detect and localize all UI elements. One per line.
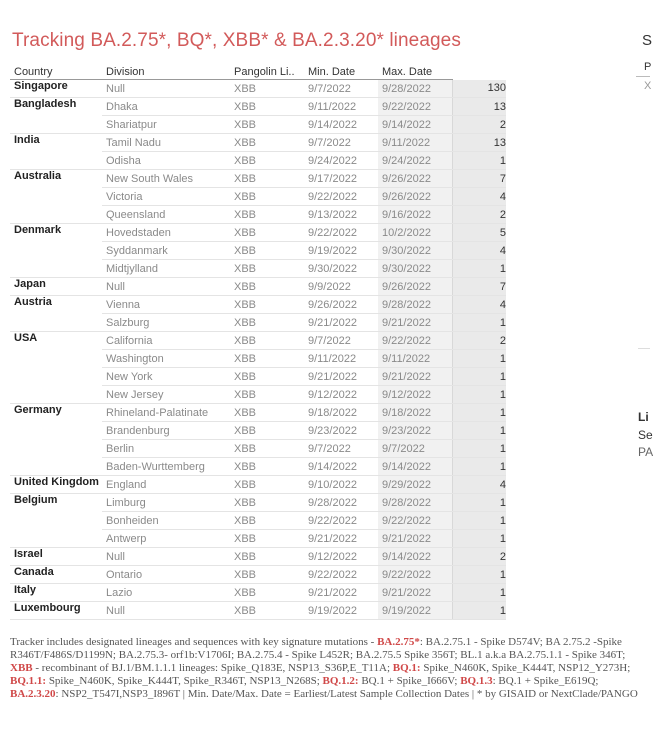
min-date-cell: 9/12/2022	[304, 548, 378, 566]
lineage-cell: XBB	[230, 314, 304, 332]
division-cell: California	[102, 332, 230, 350]
division-cell: Lazio	[102, 584, 230, 602]
lineage-cell: XBB	[230, 116, 304, 134]
lineage-cell: XBB	[230, 548, 304, 566]
min-date-cell: 9/12/2022	[304, 386, 378, 404]
lineage-cell: XBB	[230, 296, 304, 314]
division-cell: Syddanmark	[102, 242, 230, 260]
min-date-cell: 9/7/2022	[304, 134, 378, 152]
footnote-text: : BQ.1 + Spike_E619Q;	[492, 675, 599, 687]
division-cell: Null	[102, 80, 230, 98]
lineage-cell: XBB	[230, 206, 304, 224]
lineage-cell: XBB	[230, 368, 304, 386]
max-date-cell: 9/19/2022	[378, 602, 452, 620]
country-cell: Australia	[10, 170, 102, 224]
count-cell: 7	[452, 278, 506, 296]
count-cell: 2	[452, 116, 506, 134]
min-date-cell: 9/22/2022	[304, 566, 378, 584]
lineage-cell: XBB	[230, 458, 304, 476]
table-row[interactable]	[10, 332, 506, 350]
country-cell: Bangladesh	[10, 98, 102, 134]
division-cell: Null	[102, 548, 230, 566]
column-header-min-date[interactable]: Min. Date	[304, 64, 378, 80]
min-date-cell: 9/21/2022	[304, 584, 378, 602]
count-cell: 1	[452, 458, 506, 476]
country-cell: Austria	[10, 296, 102, 332]
division-cell: New Jersey	[102, 386, 230, 404]
lineage-cell: XBB	[230, 152, 304, 170]
max-date-cell: 9/7/2022	[378, 440, 452, 458]
column-header-count	[452, 64, 506, 80]
footnote-lineage-label: BQ.1.3	[460, 675, 493, 687]
count-cell: 13	[452, 134, 506, 152]
min-date-cell: 9/19/2022	[304, 242, 378, 260]
lineage-cell: XBB	[230, 512, 304, 530]
division-cell: Shariatpur	[102, 116, 230, 134]
min-date-cell: 9/7/2022	[304, 80, 378, 98]
footnote-text: Spike_N460K, Spike_K444T, Spike_R346T, NSP13_N268S;	[46, 675, 323, 687]
min-date-cell: 9/26/2022	[304, 296, 378, 314]
cut-off-section-title: Li	[638, 410, 649, 424]
division-cell: Dhaka	[102, 98, 230, 116]
table-row[interactable]	[10, 296, 506, 314]
footnote-lineage-label: BA.2.3.20	[10, 688, 56, 700]
division-cell: England	[102, 476, 230, 494]
lineage-cell: XBB	[230, 566, 304, 584]
column-header-max-date[interactable]: Max. Date	[378, 64, 452, 80]
count-cell: 1	[452, 314, 506, 332]
cut-off-cell: X	[644, 80, 652, 92]
footnote-text: : NSP2_T547I,NSP3_I896T | Min. Date/Max. Date = Earliest/Latest Sample Collection Dates | * by GISAID or NextClade/PANGO	[55, 688, 638, 700]
max-date-cell: 9/22/2022	[378, 332, 452, 350]
country-cell: Japan	[10, 278, 102, 296]
country-cell: USA	[10, 332, 102, 404]
footnote-text: Tracker includes designated lineages and sequences with key signature mutations -	[10, 636, 378, 648]
min-date-cell: 9/23/2022	[304, 422, 378, 440]
lineage-cell: XBB	[230, 494, 304, 512]
min-date-cell: 9/19/2022	[304, 602, 378, 620]
division-cell: Null	[102, 278, 230, 296]
division-cell: Salzburg	[102, 314, 230, 332]
cut-off-text-1: Se	[638, 428, 653, 442]
country-cell: Israel	[10, 548, 102, 566]
column-header-pangolin-lineage[interactable]: Pangolin Li..	[230, 64, 304, 80]
table-row[interactable]	[10, 80, 506, 98]
min-date-cell: 9/7/2022	[304, 332, 378, 350]
lineage-cell: XBB	[230, 386, 304, 404]
country-cell: Canada	[10, 566, 102, 584]
min-date-cell: 9/14/2022	[304, 116, 378, 134]
count-cell: 1	[452, 152, 506, 170]
lineage-cell: XBB	[230, 602, 304, 620]
division-cell: Hovedstaden	[102, 224, 230, 242]
min-date-cell: 9/11/2022	[304, 98, 378, 116]
min-date-cell: 9/21/2022	[304, 368, 378, 386]
division-cell: Odisha	[102, 152, 230, 170]
max-date-cell: 9/12/2022	[378, 386, 452, 404]
count-cell: 4	[452, 476, 506, 494]
min-date-cell: 9/28/2022	[304, 494, 378, 512]
footnote-lineage-label: BQ.1.2:	[322, 675, 359, 687]
footnote-lineage-label: BA.2.75*	[377, 636, 420, 648]
count-cell: 1	[452, 404, 506, 422]
column-header-country[interactable]: Country	[10, 64, 102, 80]
max-date-cell: 9/21/2022	[378, 530, 452, 548]
count-cell: 5	[452, 224, 506, 242]
table-body	[10, 80, 506, 620]
min-date-cell: 9/9/2022	[304, 278, 378, 296]
division-cell: Midtjylland	[102, 260, 230, 278]
table-row[interactable]	[10, 584, 506, 602]
count-cell: 4	[452, 188, 506, 206]
min-date-cell: 9/21/2022	[304, 530, 378, 548]
division-cell: Tamil Nadu	[102, 134, 230, 152]
country-cell: United Kingdom	[10, 476, 102, 494]
cut-off-divider-2	[638, 348, 650, 349]
max-date-cell: 9/26/2022	[378, 170, 452, 188]
footnote-lineage-label: BQ.1:	[392, 662, 421, 674]
country-cell: Germany	[10, 404, 102, 476]
max-date-cell: 9/26/2022	[378, 188, 452, 206]
footnote-lineage-label: XBB	[10, 662, 33, 674]
max-date-cell: 9/11/2022	[378, 134, 452, 152]
max-date-cell: 9/21/2022	[378, 584, 452, 602]
min-date-cell: 9/10/2022	[304, 476, 378, 494]
max-date-cell: 9/21/2022	[378, 314, 452, 332]
lineage-cell: XBB	[230, 242, 304, 260]
division-cell: Brandenburg	[102, 422, 230, 440]
table-row[interactable]	[10, 170, 506, 188]
max-date-cell: 9/22/2022	[378, 512, 452, 530]
max-date-cell: 9/24/2022	[378, 152, 452, 170]
max-date-cell: 9/28/2022	[378, 296, 452, 314]
table-row[interactable]	[10, 224, 506, 242]
lineage-cell: XBB	[230, 476, 304, 494]
lineage-cell: XBB	[230, 98, 304, 116]
cut-off-divider	[636, 76, 650, 77]
count-cell: 1	[452, 530, 506, 548]
min-date-cell: 9/11/2022	[304, 350, 378, 368]
max-date-cell: 9/16/2022	[378, 206, 452, 224]
lineage-cell: XBB	[230, 422, 304, 440]
max-date-cell: 9/14/2022	[378, 116, 452, 134]
lineage-cell: XBB	[230, 440, 304, 458]
footnote-lineage-label: BQ.1.1:	[10, 675, 47, 687]
min-date-cell: 9/24/2022	[304, 152, 378, 170]
max-date-cell: 9/30/2022	[378, 260, 452, 278]
max-date-cell: 9/14/2022	[378, 548, 452, 566]
min-date-cell: 9/22/2022	[304, 512, 378, 530]
cut-off-heading: S	[642, 32, 653, 49]
table-row[interactable]	[10, 278, 506, 296]
division-cell: New South Wales	[102, 170, 230, 188]
max-date-cell: 9/22/2022	[378, 566, 452, 584]
table-row[interactable]	[10, 404, 506, 422]
max-date-cell: 9/21/2022	[378, 368, 452, 386]
count-cell: 1	[452, 512, 506, 530]
table-row[interactable]	[10, 548, 506, 566]
cut-off-column-header: P	[644, 61, 652, 73]
dashboard-title: Tracking BA.2.75*, BQ*, XBB* & BA.2.3.20* lineages	[12, 30, 461, 51]
country-cell: Italy	[10, 584, 102, 602]
count-cell: 4	[452, 242, 506, 260]
count-cell: 2	[452, 206, 506, 224]
footnote	[10, 636, 640, 701]
country-cell: Luxembourg	[10, 602, 102, 620]
max-date-cell: 9/29/2022	[378, 476, 452, 494]
count-cell: 2	[452, 332, 506, 350]
count-cell: 1	[452, 566, 506, 584]
count-cell: 1	[452, 350, 506, 368]
division-cell: Berlin	[102, 440, 230, 458]
lineage-cell: XBB	[230, 584, 304, 602]
cut-off-text-2: PA	[638, 445, 653, 459]
count-cell: 1	[452, 368, 506, 386]
max-date-cell: 9/28/2022	[378, 80, 452, 98]
lineage-cell: XBB	[230, 80, 304, 98]
lineage-cell: XBB	[230, 332, 304, 350]
lineage-cell: XBB	[230, 350, 304, 368]
division-cell: Bonheiden	[102, 512, 230, 530]
lineage-cell: XBB	[230, 224, 304, 242]
table-row[interactable]	[10, 476, 506, 494]
footnote-text: : BA.2.75.1 - Spike D574V; BA 2.75.2 -Spike R346T/F486S/D1199N; BA.2.75.3- orf1b:V1706I; BA.2.75.4 - Spike L452R; BA.2.75.5 Spike 356T; BL.1 a.k.a BA.2.75.1.1 - Spike 346T;	[10, 636, 626, 661]
lineage-cell: XBB	[230, 260, 304, 278]
lineage-cell: XBB	[230, 134, 304, 152]
column-header-division[interactable]: Division	[102, 64, 230, 80]
min-date-cell: 9/7/2022	[304, 440, 378, 458]
max-date-cell: 9/26/2022	[378, 278, 452, 296]
table-row[interactable]	[10, 98, 506, 116]
min-date-cell: 9/13/2022	[304, 206, 378, 224]
division-cell: Null	[102, 602, 230, 620]
max-date-cell: 9/14/2022	[378, 458, 452, 476]
max-date-cell: 9/22/2022	[378, 98, 452, 116]
footnote-text: - recombinant of BJ.1/BM.1.1.1 lineages: Spike_Q183E, NSP13_S36P,E_T11A;	[32, 662, 393, 674]
lineage-cell: XBB	[230, 188, 304, 206]
footnote-text: Spike_N460K, Spike_K444T, NSP12_Y273H;	[420, 662, 631, 674]
count-cell: 1	[452, 584, 506, 602]
table-row[interactable]	[10, 566, 506, 584]
division-cell: Baden-Wurttemberg	[102, 458, 230, 476]
max-date-cell: 9/18/2022	[378, 404, 452, 422]
count-cell: 1	[452, 494, 506, 512]
count-cell: 1	[452, 386, 506, 404]
min-date-cell: 9/22/2022	[304, 224, 378, 242]
count-cell: 1	[452, 422, 506, 440]
division-cell: Rhineland-Palatinate	[102, 404, 230, 422]
lineage-cell: XBB	[230, 278, 304, 296]
count-cell: 2	[452, 548, 506, 566]
division-cell: Queensland	[102, 206, 230, 224]
division-cell: Limburg	[102, 494, 230, 512]
count-cell: 1	[452, 602, 506, 620]
country-cell: Singapore	[10, 80, 102, 98]
division-cell: Vienna	[102, 296, 230, 314]
table-row[interactable]	[10, 602, 506, 620]
division-cell: Antwerp	[102, 530, 230, 548]
division-cell: Ontario	[102, 566, 230, 584]
max-date-cell: 9/30/2022	[378, 242, 452, 260]
table-row[interactable]	[10, 134, 506, 152]
min-date-cell: 9/17/2022	[304, 170, 378, 188]
division-cell: Victoria	[102, 188, 230, 206]
country-cell: Belgium	[10, 494, 102, 548]
count-cell: 1	[452, 440, 506, 458]
count-cell: 7	[452, 170, 506, 188]
min-date-cell: 9/22/2022	[304, 188, 378, 206]
lineage-cell: XBB	[230, 530, 304, 548]
max-date-cell: 9/28/2022	[378, 494, 452, 512]
lineage-cell: XBB	[230, 170, 304, 188]
min-date-cell: 9/21/2022	[304, 314, 378, 332]
max-date-cell: 10/2/2022	[378, 224, 452, 242]
count-cell: 13	[452, 98, 506, 116]
count-cell: 1	[452, 260, 506, 278]
table-row[interactable]	[10, 494, 506, 512]
max-date-cell: 9/11/2022	[378, 350, 452, 368]
country-cell: Denmark	[10, 224, 102, 278]
lineage-table	[10, 64, 506, 620]
division-cell: Washington	[102, 350, 230, 368]
division-cell: New York	[102, 368, 230, 386]
lineage-cell: XBB	[230, 404, 304, 422]
footnote-text: BQ.1 + Spike_I666V;	[358, 675, 461, 687]
count-cell: 4	[452, 296, 506, 314]
min-date-cell: 9/18/2022	[304, 404, 378, 422]
count-cell: 130	[452, 80, 506, 98]
country-cell: India	[10, 134, 102, 170]
min-date-cell: 9/14/2022	[304, 458, 378, 476]
max-date-cell: 9/23/2022	[378, 422, 452, 440]
min-date-cell: 9/30/2022	[304, 260, 378, 278]
table-header-row	[10, 64, 506, 80]
